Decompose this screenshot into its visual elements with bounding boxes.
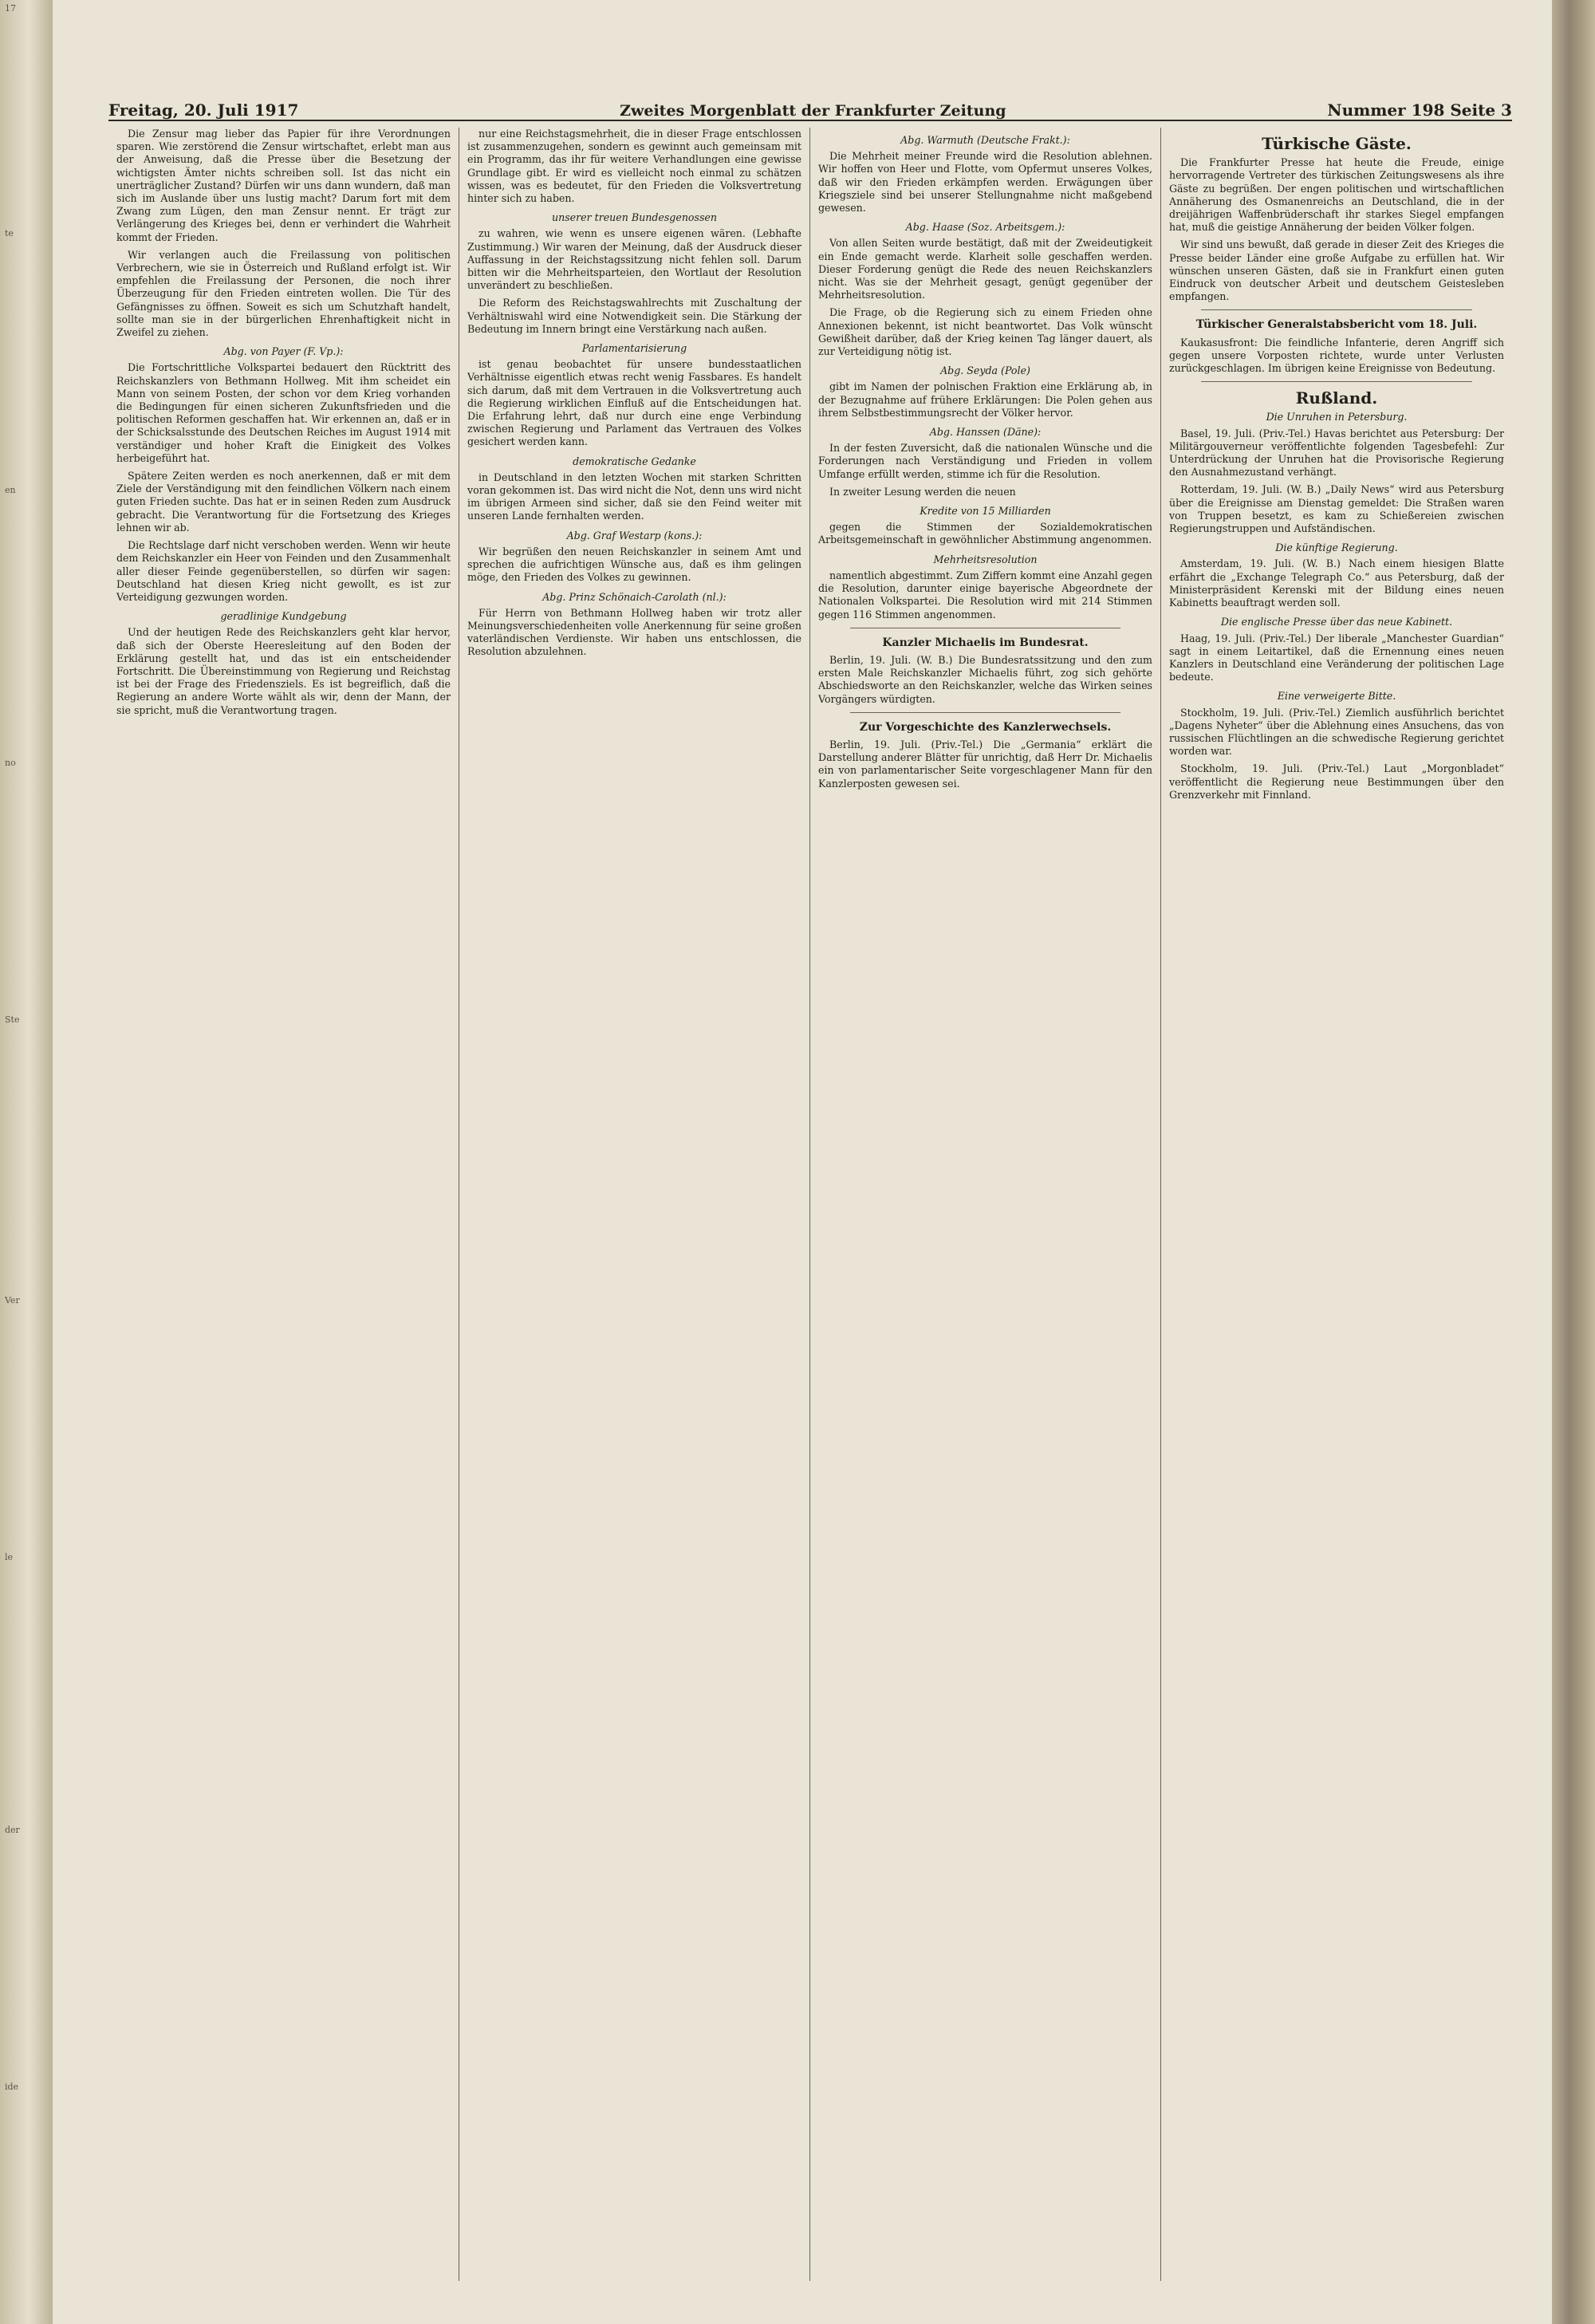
paragraph: Rotterdam, 19. Juli. (W. B.) „Daily News“ wird aus Petersburg über die Ereignisse am Dienstag gemeldet: Die Straßen waren von Truppen besetzt, es kam zu Schießereien zwischen Regierungstruppen und Aufständischen.	[1169, 483, 1504, 535]
article-headline: Türkischer Generalstabsbericht vom 18. Juli.	[1195, 318, 1478, 332]
paragraph: Wir begrüßen den neuen Reichskanzler in seinem Amt und sprechen die aufrichtigen Wünsche aus, daß es ihm gelingen möge, den Frieden des Volkes zu gewinnen.	[467, 545, 801, 584]
paragraph: Stockholm, 19. Juli. (Priv.-Tel.) Ziemlich ausführlich berichtet „Dagens Nyheter“ über die Ablehnung eines Ansuchens, das von russischen Flüchtlingen an die schwedische Regierung gerichtet worden war.	[1169, 706, 1504, 758]
subheading: Mehrheitsresolution	[933, 553, 1038, 565]
paragraph: Die Rechtslage darf nicht verschoben werden. Wenn wir heute dem Reichskanzler ein Heer von Feinden und den Zusammenhalt aller dieser Feinde gegenüberstellen, so dürfen wir sagen: Deutschland hat diesen Krieg nicht gewollt, es ist zur Verteidigung gezwungen worden.	[116, 539, 451, 603]
spine-fragment: 17	[5, 3, 16, 14]
spine-fragment: Ste	[5, 1014, 20, 1025]
subheading: geradlinige Kundgebung	[220, 610, 347, 623]
paragraph: Die Frage, ob die Regierung sich zu einem Frieden ohne Annexionen bekennt, ist nicht beantwortet. Das Volk wünscht Gewißheit darüber, daß der Krieg keinen Tag länger dauert, als zur Verteidigung nötig ist.	[818, 306, 1152, 358]
speaker-heading: Abg. Prinz Schönaich-Carolath (nl.):	[542, 590, 727, 603]
speaker-heading: Abg. von Payer (F. Vp.):	[223, 345, 344, 358]
column-2	[459, 128, 810, 2281]
spine-fragment: le	[5, 1552, 14, 1562]
paragraph: zu wahren, wie wenn es unsere eigenen wären. (Lebhafte Zustimmung.) Wir waren der Meinung, daß der Ausdruck dieser Auffassung in der Reichstagssitzung nicht fehlen soll. Darum bitten wir die Mehrheitsparteien, den Wortlaut der Resolution unverändert zu beschließen.	[467, 227, 801, 292]
speaker-heading: Abg. Haase (Soz. Arbeitsgem.):	[905, 221, 1065, 234]
paragraph: Die Zensur mag lieber das Papier für ihre Verordnungen sparen. Wie zerstörend die Zensur wirtschaftet, erlebt man aus der Anweisung, daß die Presse über die Besetzung der wichtigsten Ämter nichts schreiben soll. Ist das nicht ein unerträglicher Zustand? Dürfen wir uns dann wundern, daß man sich im Auslande über uns lustig macht? Darum fort mit dem Zwang zum Lügen, den man Zensur nennt. Er trägt zur Verlängerung des Krieges bei, denn er verhindert die Wahrheit kommt der Frieden.	[116, 128, 451, 243]
spine-fragment: ide	[5, 2082, 19, 2092]
column-1	[108, 128, 459, 2281]
divider	[1201, 381, 1472, 382]
paragraph: In zweiter Lesung werden die neuen	[829, 485, 1016, 498]
spine-fragment: en	[5, 485, 16, 495]
article-headline: Zur Vorgeschichte des Kanzlerwechsels.	[859, 720, 1112, 734]
paragraph: Die Mehrheit meiner Freunde wird die Resolution ablehnen. Wir hoffen von Heer und Flotte, vom Opfermut unseres Volkes, daß wir den Frieden erkämpfen werden. Erwägungen über Kriegsziele sind bei unserer Stellungnahme nicht maßgebend gewesen.	[818, 150, 1152, 215]
book-binding-edge	[1552, 0, 1595, 2324]
spine-fragment: no	[5, 758, 16, 768]
paragraph: Berlin, 19. Juli. (Priv.-Tel.) Die „Germania“ erklärt die Darstellung anderer Blätter für unrichtig, daß Herr Dr. Michaelis ein von parlamentarischer Seite vorgeschlagener Mann für den Kanzlerposten gewesen sei.	[818, 738, 1152, 790]
spine-fragment: te	[5, 228, 14, 238]
article-headline: Türkische Gäste.	[1262, 134, 1412, 153]
paragraph: ist genau beobachtet für unsere bundesstaatlichen Verhältnisse eigentlich etwas recht wenig Fassbares. Es handelt sich darum, daß mit dem Vertrauen in die Volksvertretung auch die Regierung wirklichen Einfluß auf die Entscheidungen hat. Die Erfahrung lehrt, daß nur durch eine enge Verbindung zwischen Regierung und Parlament das Vertrauen des Volkes gesichert werden kann.	[467, 358, 801, 448]
speaker-heading: Abg. Seyda (Pole)	[940, 364, 1030, 377]
divider	[1201, 309, 1472, 310]
subheading: demokratische Gedanke	[573, 455, 696, 467]
subheading: Kredite von 15 Milliarden	[920, 505, 1051, 518]
spine-fragment: der	[5, 1825, 20, 1835]
paragraph: Die Fortschrittliche Volkspartei bedauert den Rücktritt des Reichskanzlers von Bethmann Hollweg. Mit ihm scheidet ein Mann von seinem Posten, der schon vor dem Krieg vorhanden die Bedingungen für einen sicheren Zukunftsfrieden und die politischen Reformen geschaffen hat. Wir erkennen an, daß er in der Schicksalsstunde des Deutschen Reiches im August 1914 mit verständiger und hoher Kraft die Einigkeit des Volkes herbeigeführt hat.	[116, 361, 451, 464]
paragraph: Von allen Seiten wurde bestätigt, daß mit der Zweideutigkeit ein Ende gemacht werde. Klarheit solle geschaffen werden. Dieser Forderung genügt die Rede des neuen Reichskanzlers nicht. Was sie der Mehrheit gesagt, genügt gegenüber der Mehrheitsresolution.	[818, 237, 1152, 301]
paragraph: namentlich abgestimmt. Zum Ziffern kommt eine Anzahl gegen die Resolution, darunter einige bayerische Abgeordnete der Nationalen Volkspartei. Die Resolution wird mit 214 Stimmen gegen 116 Stimmen angenommen.	[818, 569, 1152, 620]
page-number: Nummer 198 Seite 3	[1327, 100, 1512, 120]
article-headline: Kanzler Michaelis im Bundesrat.	[882, 636, 1089, 649]
paragraph: Haag, 19. Juli. (Priv.-Tel.) Der liberale „Manchester Guardian“ sagt in einem Leitartikel, daß die Ernennung eines neuen Kanzlers in Deutschland eine Veränderung der politischen Lage bedeute.	[1169, 632, 1504, 683]
subheading: unserer treuen Bundesgenossen	[552, 211, 717, 224]
paragraph: Und der heutigen Rede des Reichskanzlers geht klar hervor, daß sich der Oberste Heeresleitung auf den Boden der Erklärung gestellt hat, und das ist ein entscheidender Fortschritt. Die Übereinstimmung von Regierung und Reichstag ist bei der Frage des Friedensziels. Es ist begreiflich, daß die Regierung an andere Worte wählt als wir, denn der Mann, der sie spricht, muß die Verantwortung tragen.	[116, 626, 451, 716]
paragraph: gibt im Namen der polnischen Fraktion eine Erklärung ab, in der Bezugnahme auf frühere Erklärungen: Die Polen gehen aus ihrem Selbstbestimmungsrecht der Völker hervor.	[818, 380, 1152, 419]
column-4	[1161, 128, 1512, 2281]
paragraph: Stockholm, 19. Juli. (Priv.-Tel.) Laut „Morgonbladet“ veröffentlicht die Regierung neue Bestimmungen über den Grenzverkehr mit Finnland.	[1169, 762, 1504, 801]
paragraph: in Deutschland in den letzten Wochen mit starken Schritten voran gekommen ist. Das wird nicht die Not, denn uns wird nicht im übrigen Armeen sind sicher, daß sie den Feind weiter mit unseren Lande fernhalten werden.	[467, 471, 801, 522]
paragraph: Berlin, 19. Juli. (W. B.) Die Bundesratssitzung und den zum ersten Male Reichskanzler Michaelis führt, zog sich gehörte Abschiedsworte an den Reichskanzler, welche das Wirken seines Vorgängers würdigten.	[818, 653, 1152, 705]
paragraph: Basel, 19. Juli. (Priv.-Tel.) Havas berichtet aus Petersburg: Der Militärgouverneur veröffentlichte folgenden Tagesbefehl: Zur Unterdrückung der Unruhen hat die Provisorische Regierung den Ausnahmezustand verhängt.	[1169, 427, 1504, 479]
paragraph: Die Frankfurter Presse hat heute die Freude, einige hervorragende Vertreter des türkischen Zeitungswesens als ihre Gäste zu begrüßen. Der engen politischen und wirtschaftlichen Annäherung des Osmanenreichs an Deutschland, die in der dreijährigen Waffenbrüderschaft ihr starkes Siegel empfangen hat, muß die geistige Annäherung der beiden Völker folgen.	[1169, 156, 1504, 234]
subheading: Die künftige Regierung.	[1275, 542, 1398, 554]
paragraph: gegen die Stimmen der Sozialdemokratischen Arbeitsgemeinschaft in gewöhnlicher Abstimmung angenommen.	[818, 521, 1152, 546]
speaker-heading: Abg. Graf Westarp (kons.):	[566, 529, 703, 542]
newspaper-page	[53, 0, 1552, 2324]
page-header	[108, 88, 1512, 121]
paragraph: Amsterdam, 19. Juli. (W. B.) Nach einem hiesigen Blatte erfährt die „Exchange Telegraph Co.“ aus Petersburg, daß der Ministerpräsident Kerenski mit der Bildung eines neuen Kabinetts beauftragt werden soll.	[1169, 557, 1504, 609]
paragraph: Wir verlangen auch die Freilassung von politischen Verbrechern, wie sie in Österreich und Rußland erfolgt ist. Wir empfehlen die Freilassung der Personen, die noch ihrer Überzeugung für den Frieden eintreten wollen. Die Tür des Gefängnisses zu öffnen. Soweit es sich um Schutzhaft handelt, sollte man sie in der bürgerlichen Ehrenhaftigkeit nicht in Zweifel zu ziehen.	[116, 248, 451, 339]
spine-fragment: Ver	[5, 1295, 20, 1306]
paragraph: Wir sind uns bewußt, daß gerade in dieser Zeit des Krieges die Presse beider Länder eine große Aufgabe zu erfüllen hat. Wir wünschen unseren Gästen, daß sie in Frankfurt einen guten Eindruck von deutscher Arbeit und deutschem Geistesleben empfangen.	[1169, 238, 1504, 303]
section-headline: Rußland.	[1295, 388, 1378, 408]
subheading: Eine verweigerte Bitte.	[1277, 690, 1396, 703]
subheading: Die englische Presse über das neue Kabinett.	[1220, 616, 1453, 628]
paragraph: Kaukasusfront: Die feindliche Infanterie, deren Angriff sich gegen unsere Vorposten richtete, wurde unter Verlusten zurückgeschlagen. Im übrigen keine Ereignisse von Bedeutung.	[1169, 336, 1504, 375]
paragraph: Die Reform des Reichstagswahlrechts mit Zuschaltung der Verhältniswahl wird eine Notwendigkeit sein. Die Stärkung der Bedeutung im Innern bringt eine Verstärkung nach außen.	[467, 297, 801, 335]
subheading: Parlamentarisierung	[581, 342, 687, 355]
speaker-heading: Abg. Hanssen (Däne):	[929, 426, 1042, 439]
issue-date: Freitag, 20. Juli 1917	[108, 100, 299, 120]
paragraph: Für Herrn von Bethmann Hollweg haben wir trotz aller Meinungsverschiedenheiten volle Anerkennung für seine großen vaterländischen Verdienste. Wir haben uns entschlossen, die Resolution abzulehnen.	[467, 606, 801, 658]
column-3	[810, 128, 1161, 2281]
article-columns	[108, 128, 1512, 2281]
paragraph: Spätere Zeiten werden es noch anerkennen, daß er mit dem Ziele der Verständigung mit den feindlichen Völkern nach einem guten Frieden suchte. Das hat er in seinen Reden zum Ausdruck gebracht. Die Verantwortung für die Fortsetzung des Krieges lehnen wir ab.	[116, 470, 451, 534]
adjacent-page-edge	[0, 0, 53, 2324]
speaker-heading: Abg. Warmuth (Deutsche Frakt.):	[900, 134, 1070, 146]
edition-title: Zweites Morgenblatt der Frankfurter Zeitung	[620, 102, 1006, 120]
paragraph: nur eine Reichstagsmehrheit, die in dieser Frage entschlossen ist zusammenzugehen, sondern es gewinnt auch gemeinsam mit ein Programm, das ihr für weitere Verhandlungen eine gewisse Grundlage gibt. Er wird es vielleicht noch einmal zu schätzen wissen, was es bedeutet, für den Frieden die Volksvertretung hinter sich zu haben.	[467, 128, 801, 205]
paragraph: In der festen Zuversicht, daß die nationalen Wünsche und die Forderungen nach Verständigung und Frieden in vollem Umfange erfüllt werden, stimme ich für die Resolution.	[818, 442, 1152, 480]
divider	[850, 712, 1120, 713]
subheading: Die Unruhen in Petersburg.	[1266, 411, 1408, 423]
